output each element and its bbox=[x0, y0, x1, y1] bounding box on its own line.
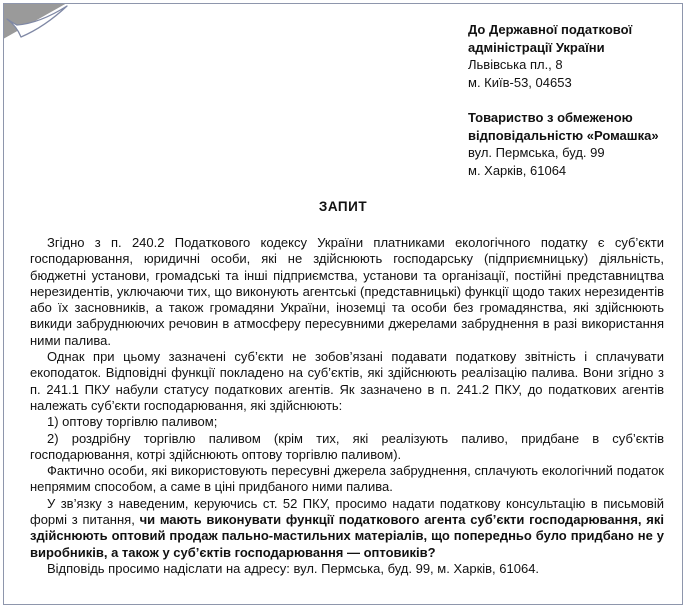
paragraph-tax-agents: Однак при цьому зазначені суб’єкти не зобов’язані подавати податкову звітність і сплачувати екоподаток. Відповідні функції покладено на суб’єктів, які здійснюють реалізацію палива. Вони згідно з п. 241.1 ПКУ набули статусу податкових агентів. Як зазначено в п. 241.2 ПКУ, до податкових агентів належать суб’єкти господарювання, які здійснюють: bbox=[30, 349, 664, 413]
sender-company-street: вул. Пермська, буд. 99 bbox=[468, 145, 605, 160]
recipient-gap bbox=[468, 91, 670, 109]
recipient-authority-street: Львівська пл., 8 bbox=[468, 57, 563, 72]
paragraph-reply-address: Відповідь просимо надіслати на адресу: вул. Пермська, буд. 99, м. Харків, 61064. bbox=[47, 560, 540, 576]
sender-company-city: м. Харків, 61064 bbox=[468, 162, 567, 178]
document-title: ЗАПИТ bbox=[318, 199, 368, 214]
document-page bbox=[3, 3, 683, 605]
consultation-question: чи мають виконувати функції податкового агента суб’єкти господарювання, які здійснюють оптовий продаж пально-мастильних матеріалів, що попередньо було придбано не у виробників, а також у суб’єктів господарювання — оптовиків? bbox=[30, 512, 664, 560]
list-item-retail: 2) роздрібну торгівлю паливом (крім тих, які реалізують паливо, придбане в суб’єктів господарювання, котрі здійснюють оптову торгівлю паливом). bbox=[30, 430, 664, 462]
paragraph-indirect-payment: Фактично особи, які використовують пересувні джерела забруднення, сплачують екологічний податок непрямим способом, а саме в ціні придбаного ними палива. bbox=[30, 463, 664, 495]
paragraph-consultation-request bbox=[30, 496, 664, 561]
paragraph-taxpayers-definition: Згідно з п. 240.2 Податкового кодексу України платниками екологічного податку є суб’єкти господарювання, юридичні особи, які не здійснюють господарську (підприємницьку) діяльність, бюджетні установи, громадські та інші підприємства, установи та організації, постійні представництва нерезидентів, уключаючи тих, що виконують агентські (представницькі) функції щодо таких нерезидентів або їх засновників, а також громадяни України, іноземці та особи без громадянства, які здійснюють викиди забруднюючих речовин в атмосферу пересувними джерелами забруднення в разі використання ними палива. bbox=[30, 235, 664, 348]
document-body bbox=[30, 235, 664, 577]
consultation-request-lead: У зв’язку з наведеним, керуючись ст. 52 ПКУ, просимо надати податкову консультацію в письмовій формі з питання, bbox=[30, 495, 664, 528]
recipient-authority-city: м. Київ-53, 04653 bbox=[468, 74, 572, 90]
recipient-block bbox=[468, 21, 670, 179]
sender-company-name: Товариство з обмеженою відповідальністю «Ромашка» bbox=[468, 110, 659, 143]
recipient-authority-name: До Державної податкової адміністрації України bbox=[468, 22, 633, 55]
page-curl-icon bbox=[3, 3, 73, 47]
list-item-wholesale: 1) оптову торгівлю паливом; bbox=[47, 414, 218, 430]
